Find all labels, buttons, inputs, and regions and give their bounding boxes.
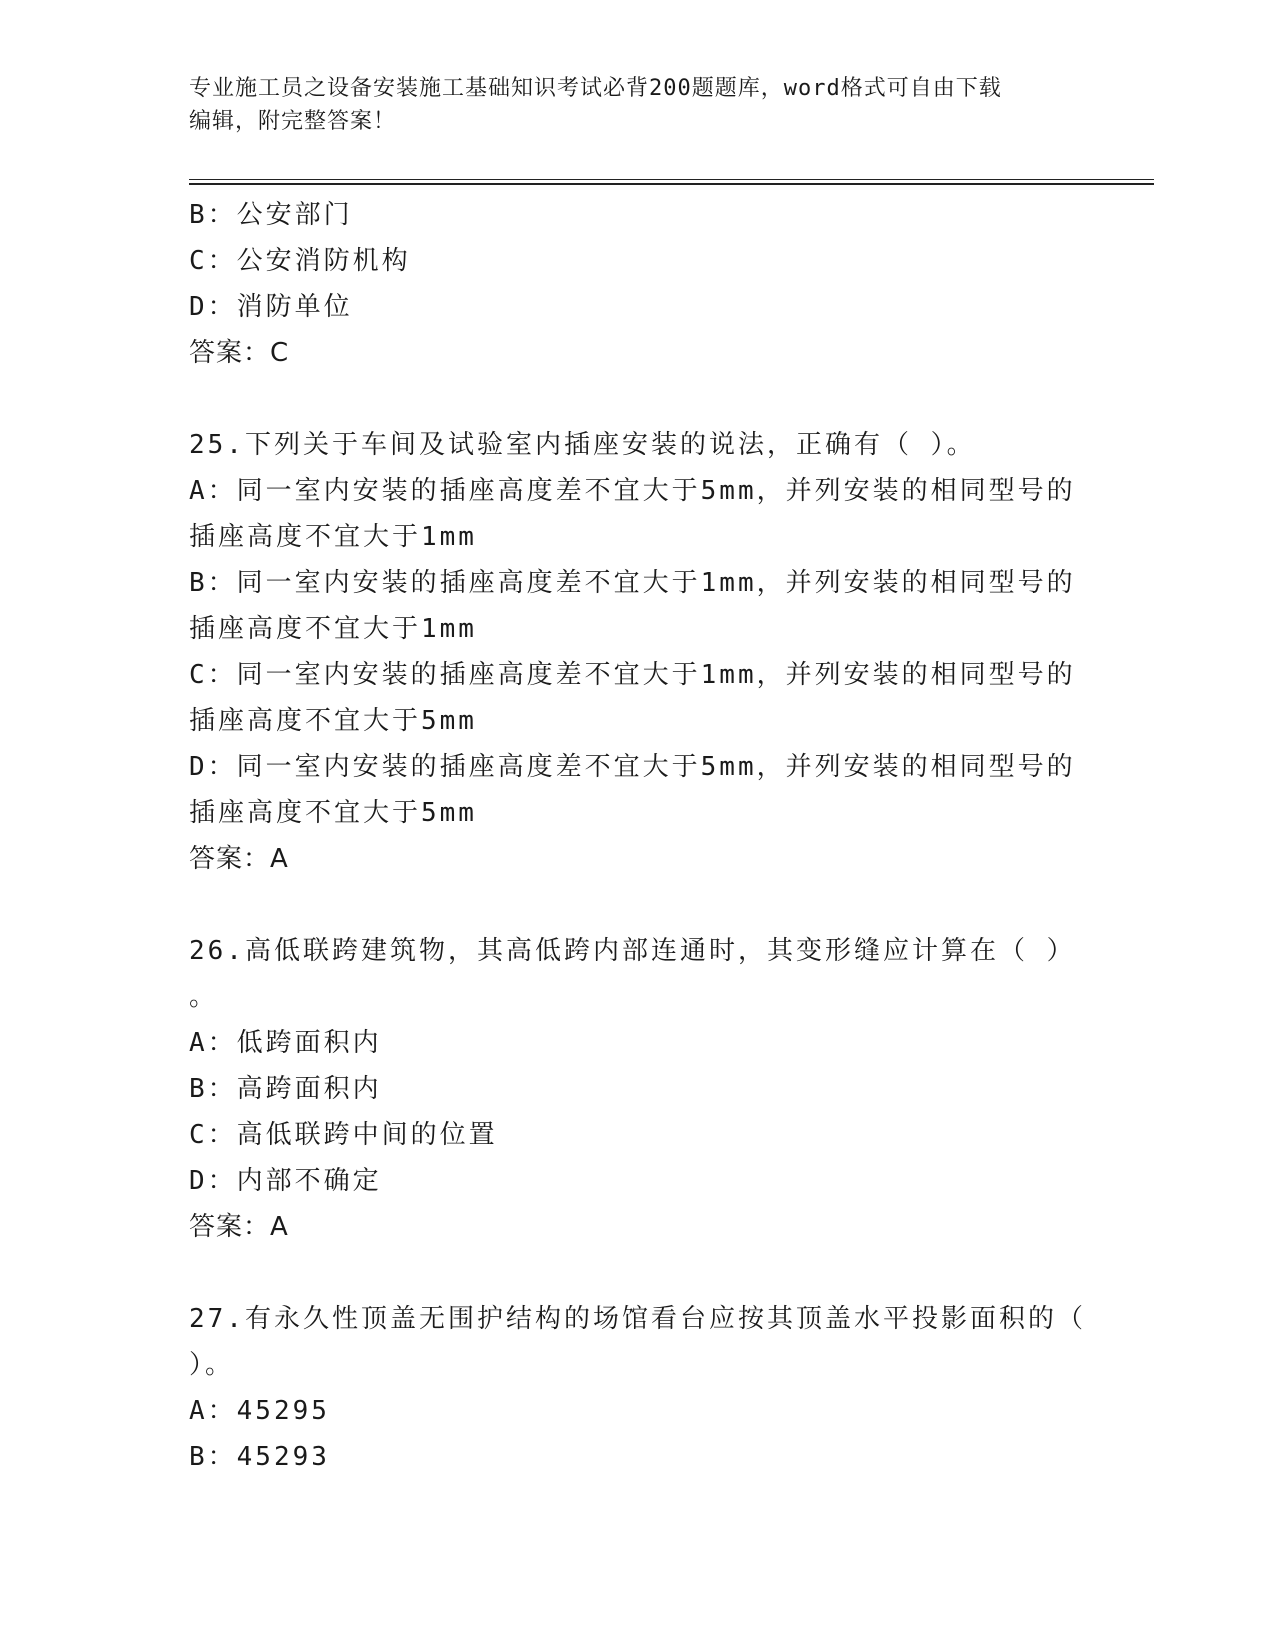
- q24-option-d: D：消防单位: [189, 292, 353, 322]
- q27-stem-line-1: 27.有永久性顶盖无围护结构的场馆看台应按其顶盖水平投影面积的（: [189, 1304, 1086, 1334]
- q26-option-d: D：内部不确定: [189, 1166, 382, 1196]
- q27-stem-line-2: ）。: [189, 1350, 235, 1380]
- question-24-block: [189, 192, 1089, 376]
- q25-option-a-line-1: A：同一室内安装的插座高度差不宜大于5mm，并列安装的相同型号的: [189, 476, 1076, 506]
- q25-option-c-line-1: C：同一室内安装的插座高度差不宜大于1mm，并列安装的相同型号的: [189, 660, 1076, 690]
- header-divider-thin: [189, 179, 1154, 180]
- q24-option-c: C：公安消防机构: [189, 246, 411, 276]
- question-25-block: [189, 422, 1089, 882]
- q25-option-a-line-2: 插座高度不宜大于1mm: [189, 522, 477, 552]
- q25-option-c-line-2: 插座高度不宜大于5mm: [189, 706, 477, 736]
- q25-answer: 答案：A: [189, 844, 289, 874]
- question-27-block: [189, 1296, 1089, 1480]
- q24-option-b: B：公安部门: [189, 200, 353, 230]
- document-header: [189, 72, 1089, 138]
- q26-option-b: B：高跨面积内: [189, 1074, 382, 1104]
- q25-option-d-line-2: 插座高度不宜大于5mm: [189, 798, 477, 828]
- header-title-line-2: 编辑，附完整答案！: [189, 109, 397, 134]
- header-title-line-1: 专业施工员之设备安装施工基础知识考试必背200题题库，word格式可自由下载: [189, 76, 1002, 101]
- q24-answer: 答案：C: [189, 338, 290, 368]
- spacer: [189, 376, 1089, 422]
- q25-option-d-line-1: D：同一室内安装的插座高度差不宜大于5mm，并列安装的相同型号的: [189, 752, 1076, 782]
- question-list: [189, 192, 1089, 1480]
- spacer: [189, 1250, 1089, 1296]
- q26-option-c: C：高低联跨中间的位置: [189, 1120, 498, 1150]
- header-divider-thick: [189, 183, 1154, 185]
- q26-option-a: A：低跨面积内: [189, 1028, 382, 1058]
- question-26-block: [189, 928, 1089, 1250]
- q27-option-b: B：45293: [189, 1442, 330, 1472]
- q25-stem: 25.下列关于车间及试验室内插座安装的说法，正确有（ ）。: [189, 430, 976, 460]
- q27-option-a: A：45295: [189, 1396, 330, 1426]
- spacer: [189, 882, 1089, 928]
- q26-answer: 答案：A: [189, 1212, 289, 1242]
- q25-option-b-line-1: B：同一室内安装的插座高度差不宜大于1mm，并列安装的相同型号的: [189, 568, 1076, 598]
- q26-stem-line-2: 。: [189, 982, 219, 1012]
- q25-option-b-line-2: 插座高度不宜大于1mm: [189, 614, 477, 644]
- q26-stem-line-1: 26.高低联跨建筑物，其高低跨内部连通时，其变形缝应计算在（ ）: [189, 936, 1076, 966]
